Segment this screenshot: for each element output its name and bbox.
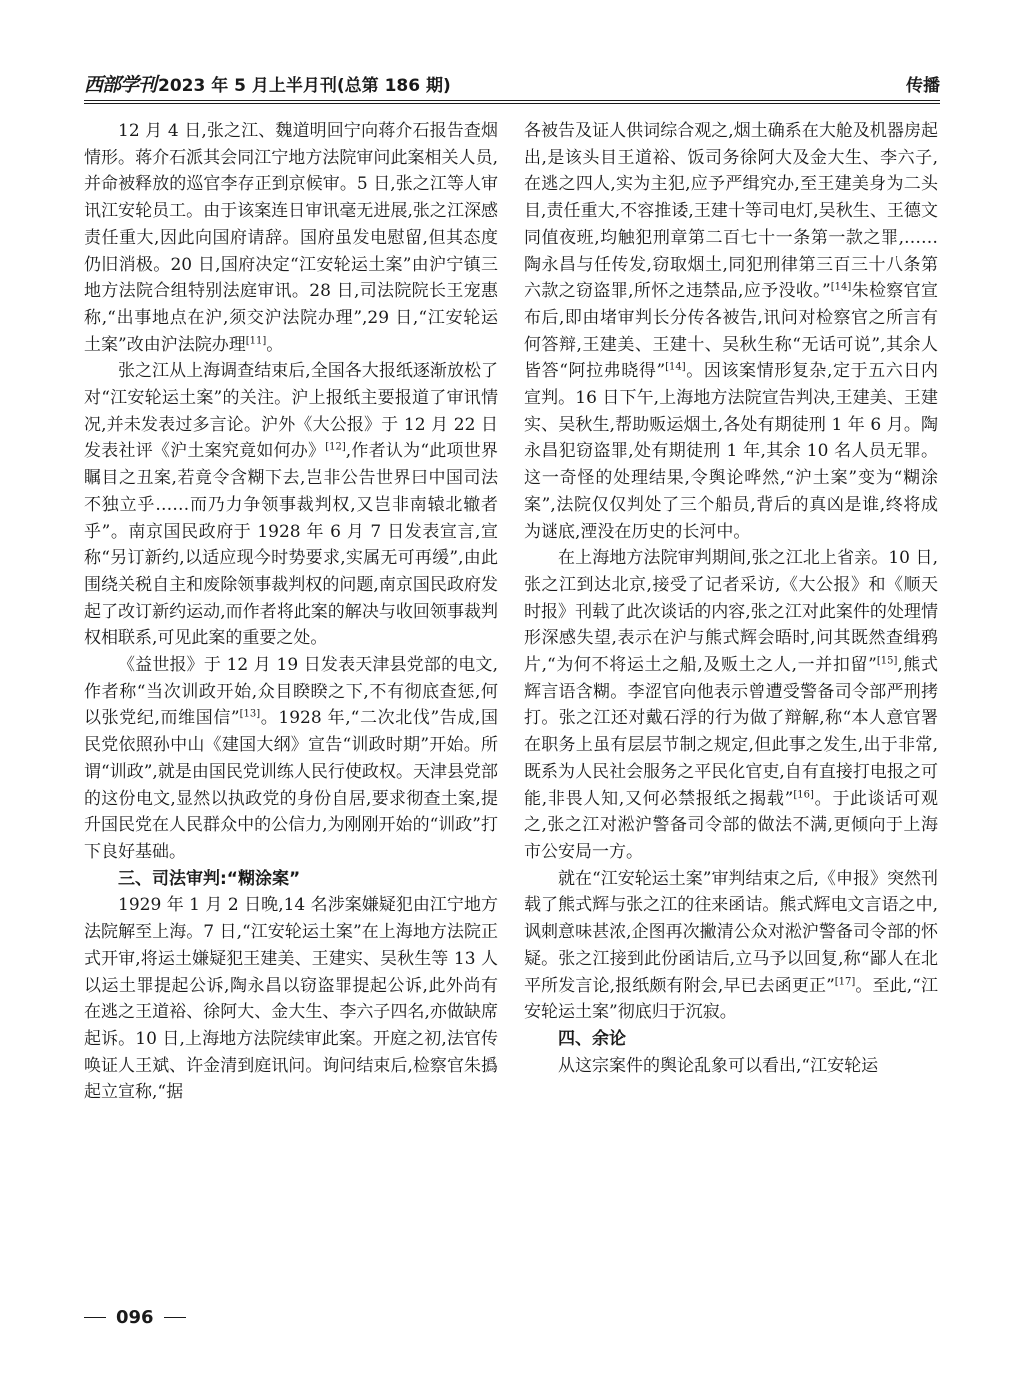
paragraph: 1929 年 1 月 2 日晚,14 名涉案嫌疑犯由江宁地方法院解至上海。7 日,“江安轮运土案”在上海地方法院正式开审,将运土嫌疑犯王建美、王建实、吴秋生等 13 人以运土罪提起公诉,陶永昌以窃盗罪提起公诉,此外尚有在逃之王道裕、徐阿大、金大生、李六子四名,亦做缺席起诉。10 日,上海地方法院续审此案。开庭之初,法官传唤证人王斌、许金清到庭讯问。询问结束后,检察官朱撝起立宣称,“据 xyxy=(84,895,498,1103)
right-column xyxy=(524,118,938,1308)
journal-logo: 西部学刊 xyxy=(84,73,157,96)
paragraph: 就在“江安轮运土案”审判结束之后,《申报》突然刊载了熊式辉与张之江的往来函诘。熊式辉电文言语之中,讽刺意味甚浓,企图再次撇清公众对淞沪警备司令部的怀疑。张之江接到此份函诘后,立马予以回复,称“鄙人在北平所发言论,报纸颇有附会,早已去函更正”[17]。至此,“江安轮运土案”彻底归于沉寂。 xyxy=(524,868,938,1023)
citation[interactable]: [12] xyxy=(325,441,346,453)
footer-dash-left xyxy=(84,1317,106,1318)
paragraph: 张之江从上海调查结束后,全国各大报纸逐渐放松了对“江安轮运土案”的关注。沪上报纸主要报道了审讯情况,并未发表过多言论。沪外《大公报》于 12 月 22 日发表社评《沪土案究竟如何办》[12],作者认为“此项世界瞩目之丑案,若竟令含糊下去,岂非公告世界曰中国司法不独立乎……而乃力争领事裁判权,又岂非南辕北辙者乎”。南京国民政府于 1928 年 6 月 7 日发表宣言,宣称“另订新约,以适应现今时势要求,实属无可再缓”,由此围绕关税自主和废除领事裁判权的问题,南京国民政府发起了改订新约运动,而作者将此案的解决与收回领事裁判权相联系,可见此案的重要之处。 xyxy=(84,361,498,649)
citation[interactable]: [13] xyxy=(239,708,261,720)
section-heading-3: 三、司法审判:“糊涂案” xyxy=(118,868,301,889)
header-rule-thin xyxy=(84,103,940,104)
section-heading-4: 四、余论 xyxy=(558,1028,626,1049)
paragraph: 各被告及证人供词综合观之,烟土确系在大舱及机器房起出,是该头目王道裕、饭司务徐阿大及金大生、李六子,在逃之四人,实为主犯,应予严缉究办,至王建美身为二头目,责任重大,不容推诿,王建十等司电灯,吴秋生、王德文同值夜班,均触犯刑章第二百七十一条第一款之罪,……陶永昌与任传发,窃取烟土,同犯刑律第三百三十八条第六款之窃盗罪,所怀之违禁品,应予没收。”[14]朱检察官宣布后,即由堵审判长分传各被告,讯问对检察官之所言有何答辩,王建美、王建十、吴秋生称“无话可说”,其余人皆答“阿拉弗晓得”[14]。因该案情形复杂,定于五六日内宣判。16 日下午,上海地方法院宣告判决,王建美、王建实、吴秋生,帮助贩运烟土,各处有期徒刑 1 年 6 月。陶永昌犯窃盗罪,处有期徒刑 1 年,其余 10 名人员无罪。这一奇怪的处理结果,令舆论哗然,“沪土案”变为“糊涂案”,法院仅仅判处了三个船员,背后的真凶是谁,终将成为谜底,湮没在历史的长河中。 xyxy=(524,121,938,542)
page-footer xyxy=(84,1302,186,1332)
paragraph: 12 月 4 日,张之江、魏道明回宁向蒋介石报告查烟情形。蒋介石派其会同江宁地方法院审问此案相关人员,并命被释放的巡官李存正到京候审。5 日,张之江等人审讯江安轮员工。由于该案连日审讯毫无进展,张之江深感责任重大,因此向国府请辞。国府虽发电慰留,但其态度仍旧消极。20 日,国府决定“江安轮运土案”由沪宁镇三地方法院合组特别法庭审讯。28 日,司法院院长王宠惠称,“出事地点在沪,须交沪法院办理”,29 日,“江安轮运土案”改由沪法院办理[11]。 xyxy=(84,121,498,355)
header-left xyxy=(84,70,451,97)
citation[interactable]: [16] xyxy=(793,788,814,800)
citation[interactable]: [14] xyxy=(665,361,686,373)
paragraph: 在上海地方法院审判期间,张之江北上省亲。10 日,张之江到达北京,接受了记者采访,《大公报》和《顺天时报》刊载了此次谈话的内容,张之江对此案件的处理情形深感失望,表示在沪与熊式辉会晤时,问其既然查缉鸦片,“为何不将运土之船,及贩土之人,一并扣留”[15],熊式辉言语含糊。李涩官向他表示曾遭受警备司令部严刑拷打。张之江还对戴石浮的行为做了辩解,称“本人意官署在职务上虽有层层节制之规定,但此事之发生,出于非常,既系为人民社会服务之平民化官吏,自有直接打电报之可能,非畏人知,又何必禁报纸之揭载”[16]。于此谈话可观之,张之江对淞沪警备司令部的做法不满,更倾向于上海市公安局一方。 xyxy=(524,548,938,862)
page-number: 096 xyxy=(116,1306,154,1328)
issue-info: 2023 年 5 月上半月刊(总第 186 期) xyxy=(158,75,451,96)
citation[interactable]: [15] xyxy=(876,655,898,667)
section-name: 传播 xyxy=(906,75,940,96)
left-column xyxy=(84,118,498,1308)
header-rule xyxy=(84,100,940,101)
citation[interactable]: [17] xyxy=(834,975,856,987)
paragraph: 《益世报》于 12 月 19 日发表天津县党部的电文,作者称“当次训政开始,众目睽睽之下,不有彻底查惩,何以张党纪,而维国信”[13]。1928 年,“二次北伐”告成,国民党依照孙中山《建国大纲》宣告“训政时期”开始。所谓“训政”,就是由国民党训练人民行使政权。天津县党部的这份电文,显然以执政党的身份自居,要求彻查土案,提升国民党在人民群众中的公信力,为刚刚开始的“训政”打下良好基础。 xyxy=(84,655,498,862)
running-header xyxy=(84,68,940,98)
citation[interactable]: [14] xyxy=(830,281,852,293)
citation[interactable]: [11] xyxy=(245,334,267,346)
paragraph: 从这宗案件的舆论乱象可以看出,“江安轮运 xyxy=(558,1055,879,1076)
footer-dash-right xyxy=(164,1317,186,1318)
